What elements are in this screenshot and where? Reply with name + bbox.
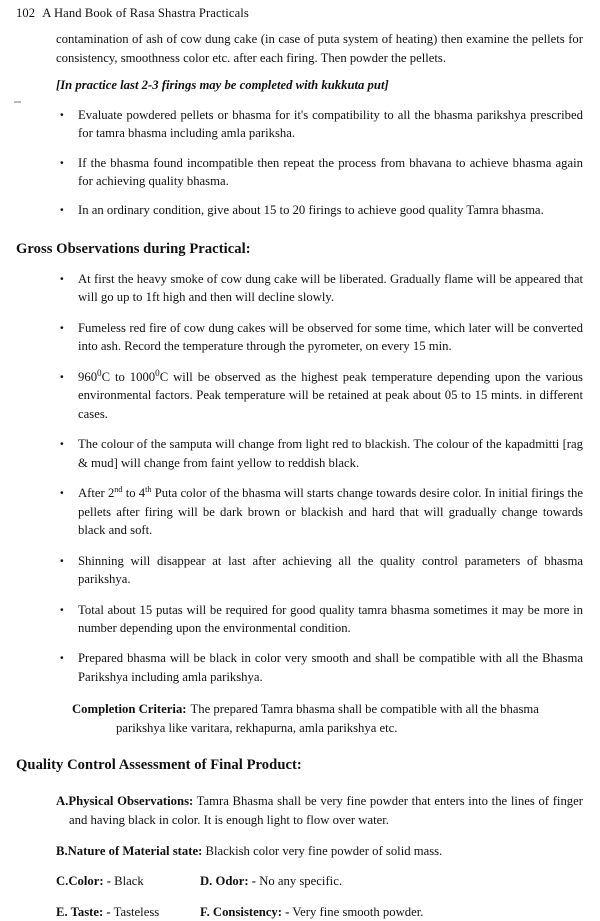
- qc-item-consistency: [200, 903, 584, 921]
- qc-item-tag: A.Physical Observations:: [56, 794, 194, 809]
- page-content: [16, 30, 584, 921]
- practice-note: [In practice last 2-3 firings may be completed with kukkuta put]: [56, 78, 389, 93]
- section-heading-gross-observations: Gross Observations during Practical:: [16, 240, 251, 257]
- list-item: · Shinning will disappear at last after achieving all the quality control parameters of bhasma parikshya.: [56, 552, 583, 589]
- qc-item-value: Tamra Bhasma shall be very fine powder that enters into the lines of finger and having black in color. It is enough light to flow over water.: [69, 794, 583, 827]
- list-item: · At first the heavy smoke of cow dung cake will be liberated. Gradually flame will be appeared that will go up to 1ft high and then will decline slowly.: [56, 270, 583, 307]
- qc-item-value: Blackish color very fine powder of solid mass.: [205, 843, 443, 858]
- running-head-title: A Hand Book of Rasa Shastra Practicals: [42, 6, 249, 20]
- qc-item-tag: B.Nature of Material state:: [56, 843, 203, 858]
- qc-item-physical-observations: [56, 792, 583, 829]
- intro-bullet-list: [16, 106, 584, 220]
- list-item: · If the bhasma found incompatible then repeat the process from bhavana to achieve bhasma again for achieving quality bhasma.: [56, 154, 583, 191]
- qc-item-tag: C.Color: -: [56, 874, 111, 889]
- qc-item-color: [56, 872, 200, 891]
- completion-criteria-text: The prepared Tamra bhasma shall be compatible with all the bhasma parikshya like varitara, rekhapurna, amla parikshya etc.: [116, 702, 539, 735]
- qc-item-nature-of-material-state: [56, 842, 583, 861]
- qc-item-value: Very fine smooth powder.: [292, 904, 424, 919]
- qc-item-value: No any specific.: [259, 874, 342, 889]
- list-item: · Fumeless red fire of cow dung cakes will be observed for some time, which later will be converted into ash. Record the temperature through the pyrometer, on every 15 min.: [56, 319, 583, 356]
- qc-item-value: Tasteless: [113, 904, 160, 919]
- gross-observations-list: [16, 270, 584, 686]
- list-item: · Total about 15 putas will be required for good quality tamra bhasma sometimes it may be more in number depending upon the environmental condition.: [56, 601, 583, 638]
- qc-pair-row-taste-consistency: [56, 903, 584, 921]
- qc-item-tag: E. Taste: -: [56, 904, 111, 919]
- completion-criteria: [72, 700, 583, 737]
- completion-criteria-label: Completion Criteria:: [72, 702, 187, 717]
- section-heading-quality-control: Quality Control Assessment of Final Product:: [16, 757, 302, 774]
- qc-pair-row-color-odor: [56, 872, 584, 891]
- qc-item-odor: [200, 872, 584, 891]
- list-item: · The colour of the samputa will change from light red to blackish. The colour of the kapadmitti [rag & mud] will change from faint yellow to reddish black.: [56, 435, 583, 472]
- list-item: · Prepared bhasma will be black in color very smooth and shall be compatible with all the Bhasma Parikshya including amla parikshya.: [56, 649, 583, 686]
- qc-item-taste: [56, 903, 200, 921]
- list-item: · After 2nd to 4th Puta color of the bhasma will starts change towards desire color. In initial firings the pellets after firing will be dark brown or blackish and hard that will gradually change towards black and soft.: [56, 484, 583, 539]
- qc-item-tag: F. Consistency: -: [200, 904, 290, 919]
- qc-item-value: Black: [114, 874, 144, 889]
- list-item: · Evaluate powdered pellets or bhasma for it's compatibility to all the bhasma parikshya prescribed for tamra bhasma including amla pariksha.: [56, 106, 583, 143]
- page-folio-number: 102: [16, 6, 36, 20]
- list-item: · In an ordinary condition, give about 15 to 20 firings to achieve good quality Tamra bhasma.: [56, 201, 583, 219]
- list-item: · $960^0C$ to 1000$^0$C will be observed as the highest peak temperature depending upon the various environmental factors. Peak temperature will be retained at peak about 05 to 15 mints. in different cases.: [56, 368, 583, 423]
- qc-item-tag: D. Odor: -: [200, 874, 257, 889]
- intro-paragraph: contamination of ash of cow dung cake (in case of puta system of heating) then examine the pellets for consistency, smoothness color etc. after each firing. Then powder the pellets.: [56, 32, 583, 65]
- running-head: [16, 6, 584, 21]
